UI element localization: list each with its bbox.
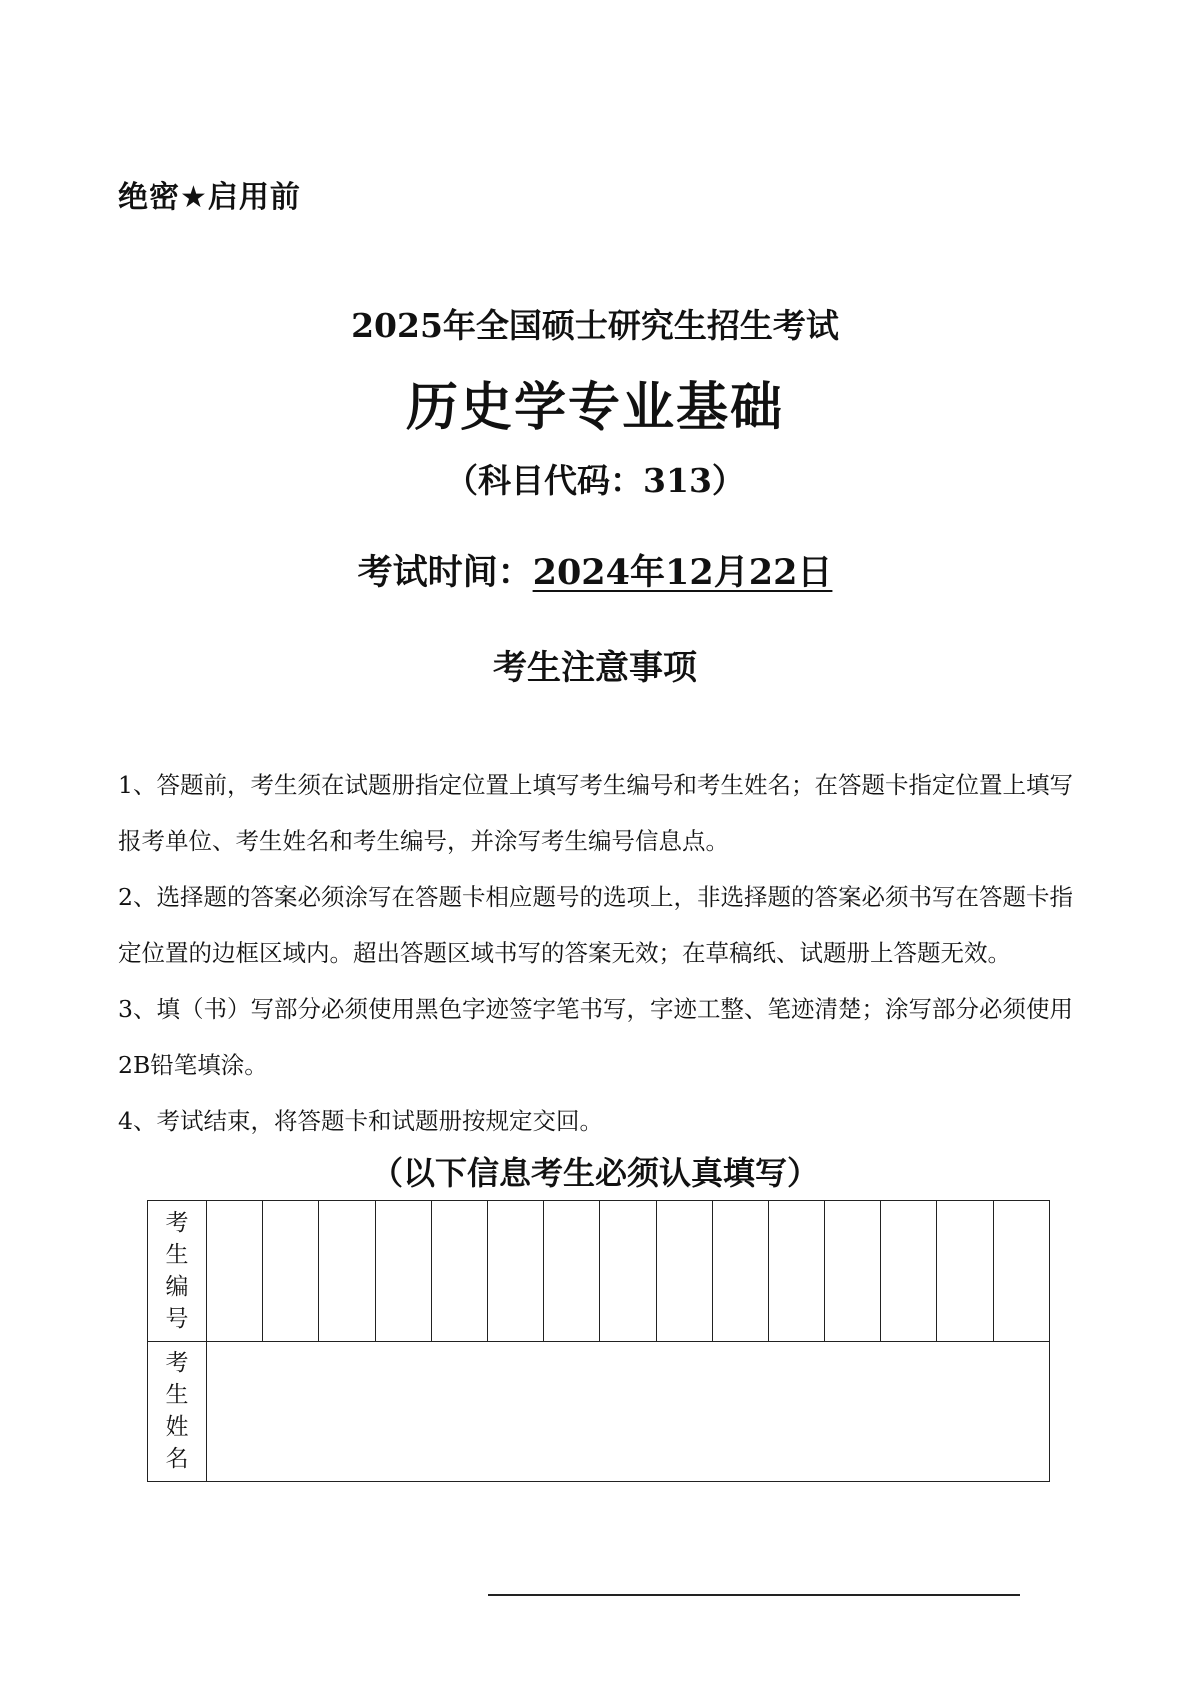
candidate-id-digit-box[interactable] <box>375 1201 431 1342</box>
footer-rule <box>488 1594 1020 1596</box>
candidate-id-digit-box[interactable] <box>881 1201 937 1342</box>
candidate-id-digit-box[interactable] <box>656 1201 712 1342</box>
candidate-id-row <box>148 1201 1050 1342</box>
notice-list <box>118 757 1078 1149</box>
candidate-id-digit-box[interactable] <box>207 1201 263 1342</box>
candidate-id-label <box>148 1201 207 1342</box>
notice-item: 3、填（书）写部分必须使用黑色字迹签字笔书写，字迹工整、笔迹清楚；涂写部分必须使用2B铅笔填涂。 <box>118 995 1073 1079</box>
candidate-id-digit-box[interactable] <box>600 1201 656 1342</box>
candidate-id-digit-box[interactable] <box>937 1201 993 1342</box>
notice-item: 4、考试结束，将答题卡和试题册按规定交回。 <box>118 1107 603 1135</box>
candidate-id-digit-box[interactable] <box>825 1201 881 1342</box>
exam-time-label: 考试时间： <box>357 552 533 593</box>
subject-title: 历史学专业基础 <box>405 377 784 438</box>
candidate-id-digit-box[interactable] <box>768 1201 824 1342</box>
candidate-id-digit-box[interactable] <box>993 1201 1049 1342</box>
label-char: 考 <box>165 1209 189 1236</box>
label-char: 号 <box>165 1305 189 1332</box>
exam-title: 2025年全国硕士研究生招生考试 <box>351 306 839 345</box>
candidate-id-digit-box[interactable] <box>263 1201 319 1342</box>
notice-title: 考生注意事项 <box>493 648 697 688</box>
label-char: 生 <box>165 1382 189 1409</box>
candidate-name-label <box>148 1341 207 1482</box>
confidential-mark: 绝密★启用前 <box>118 180 301 215</box>
label-char: 生 <box>165 1241 189 1268</box>
notice-item: 1、答题前，考生须在试题册指定位置上填写考生编号和考生姓名；在答题卡指定位置上填写报考单位、考生姓名和考生编号，并涂写考生编号信息点。 <box>118 771 1073 855</box>
label-char: 名 <box>165 1446 189 1473</box>
candidate-name-field[interactable] <box>207 1341 1050 1482</box>
label-char: 编 <box>165 1273 189 1300</box>
exam-date: 2024年12月22日 <box>532 552 833 593</box>
candidate-id-digit-box[interactable] <box>431 1201 487 1342</box>
label-char: 姓 <box>165 1414 189 1441</box>
info-form-title: （以下信息考生必须认真填写） <box>370 1154 819 1192</box>
subject-code: （科目代码：313） <box>445 461 745 500</box>
candidate-id-digit-box[interactable] <box>712 1201 768 1342</box>
exam-time <box>0 545 1190 595</box>
candidate-info-table <box>147 1200 1050 1482</box>
candidate-id-digit-box[interactable] <box>544 1201 600 1342</box>
candidate-id-digit-box[interactable] <box>487 1201 543 1342</box>
candidate-name-row <box>148 1341 1050 1482</box>
candidate-id-digit-box[interactable] <box>319 1201 375 1342</box>
notice-item: 2、选择题的答案必须涂写在答题卡相应题号的选项上，非选择题的答案必须书写在答题卡指定位置的边框区域内。超出答题区域书写的答案无效；在草稿纸、试题册上答题无效。 <box>118 883 1073 967</box>
label-char: 考 <box>165 1350 189 1377</box>
